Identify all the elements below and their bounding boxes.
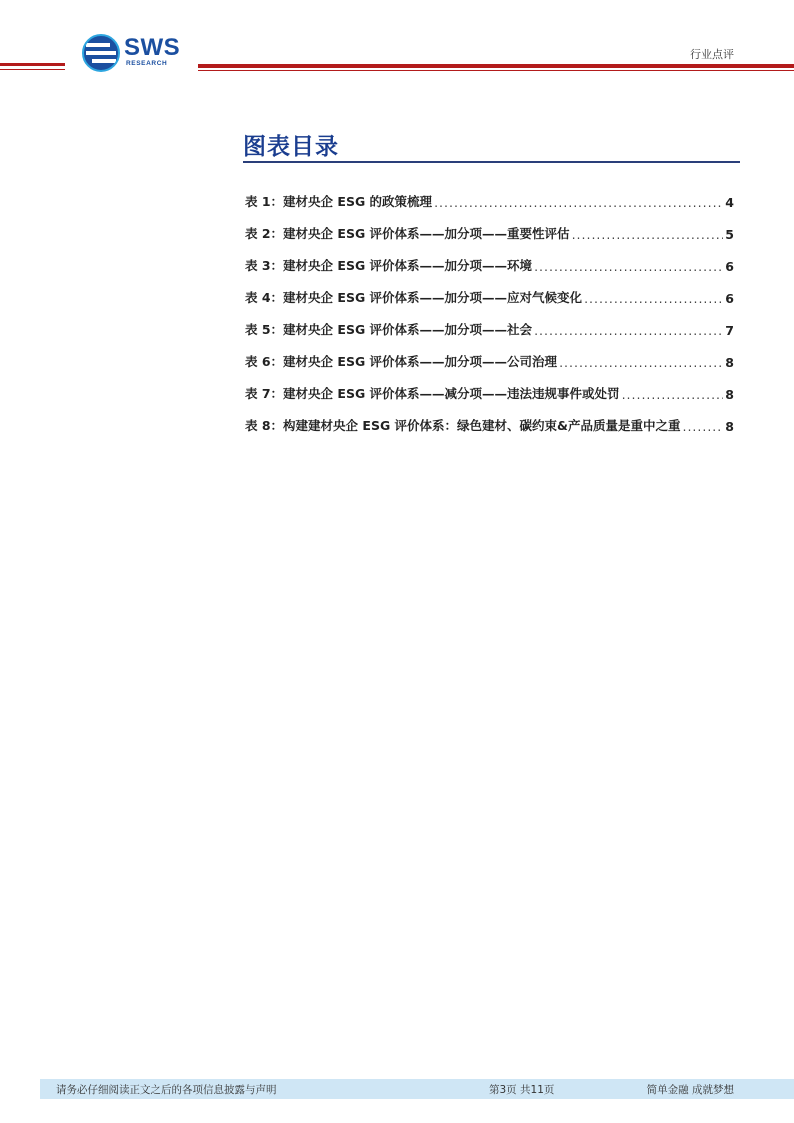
toc-leader-dots bbox=[534, 323, 723, 338]
toc-leader-dots bbox=[434, 195, 723, 210]
toc-entry-label: 表 2：建材央企 ESG 评价体系——加分项——重要性评估 bbox=[245, 226, 570, 241]
header-rule-right-thin bbox=[198, 70, 794, 71]
toc-leader-dots bbox=[559, 355, 723, 370]
header-rule-left bbox=[0, 63, 65, 66]
report-category: 行业点评 bbox=[690, 48, 734, 61]
toc-entry-label: 表 3：建材央企 ESG 评价体系——加分项——环境 bbox=[245, 258, 533, 273]
toc-title-underline bbox=[243, 161, 740, 163]
toc-leader-dots bbox=[682, 419, 723, 434]
toc-entry-page: 8 bbox=[725, 355, 734, 370]
toc-entry[interactable] bbox=[245, 306, 734, 338]
toc-entry-page: 6 bbox=[725, 291, 734, 306]
logo-text: SWS bbox=[124, 34, 181, 61]
toc-list bbox=[245, 178, 734, 434]
toc-entry[interactable] bbox=[245, 338, 734, 370]
toc-entry[interactable] bbox=[245, 402, 734, 434]
toc-title: 图表目录 bbox=[243, 134, 339, 160]
toc-entry-label: 表 7：建材央企 ESG 评价体系——减分项——违法违规事件或处罚 bbox=[245, 386, 620, 401]
toc-entry-page: 4 bbox=[725, 195, 734, 210]
toc-leader-dots bbox=[622, 387, 724, 402]
toc-entry[interactable] bbox=[245, 242, 734, 274]
page-footer bbox=[40, 1079, 794, 1099]
toc-leader-dots bbox=[572, 227, 724, 242]
toc-entry[interactable] bbox=[245, 210, 734, 242]
sws-logo-icon bbox=[82, 34, 120, 72]
toc-entry-page: 7 bbox=[725, 323, 734, 338]
toc-entry-page: 5 bbox=[725, 227, 734, 242]
toc-entry-label: 表 5：建材央企 ESG 评价体系——加分项——社会 bbox=[245, 322, 533, 337]
sws-logo bbox=[82, 34, 192, 74]
footer-disclaimer: 请务必仔细阅读正文之后的各项信息披露与声明 bbox=[56, 1084, 277, 1096]
toc-entry-label: 表 8：构建建材央企 ESG 评价体系：绿色建材、碳约束&产品质量是重中之重 bbox=[245, 418, 681, 433]
toc-entry-page: 8 bbox=[725, 419, 734, 434]
footer-slogan: 简单金融 成就梦想 bbox=[646, 1084, 734, 1096]
toc-entry-label: 表 1：建材央企 ESG 的政策梳理 bbox=[245, 194, 433, 209]
toc-entry-label: 表 4：建材央企 ESG 评价体系——加分项——应对气候变化 bbox=[245, 290, 583, 305]
toc-entry-page: 6 bbox=[725, 259, 734, 274]
header-rule-left-thin bbox=[0, 69, 65, 70]
toc-leader-dots bbox=[534, 259, 723, 274]
footer-page-info: 第3页 共11页 bbox=[489, 1084, 555, 1096]
toc-entry-page: 8 bbox=[725, 387, 734, 402]
toc-entry-label: 表 6：建材央企 ESG 评价体系——加分项——公司治理 bbox=[245, 354, 558, 369]
logo-subtext: RESEARCH bbox=[126, 60, 168, 67]
toc-entry[interactable] bbox=[245, 274, 734, 306]
toc-entry[interactable] bbox=[245, 178, 734, 210]
toc-leader-dots bbox=[584, 291, 723, 306]
header-rule-right bbox=[198, 64, 794, 68]
toc-entry[interactable] bbox=[245, 370, 734, 402]
